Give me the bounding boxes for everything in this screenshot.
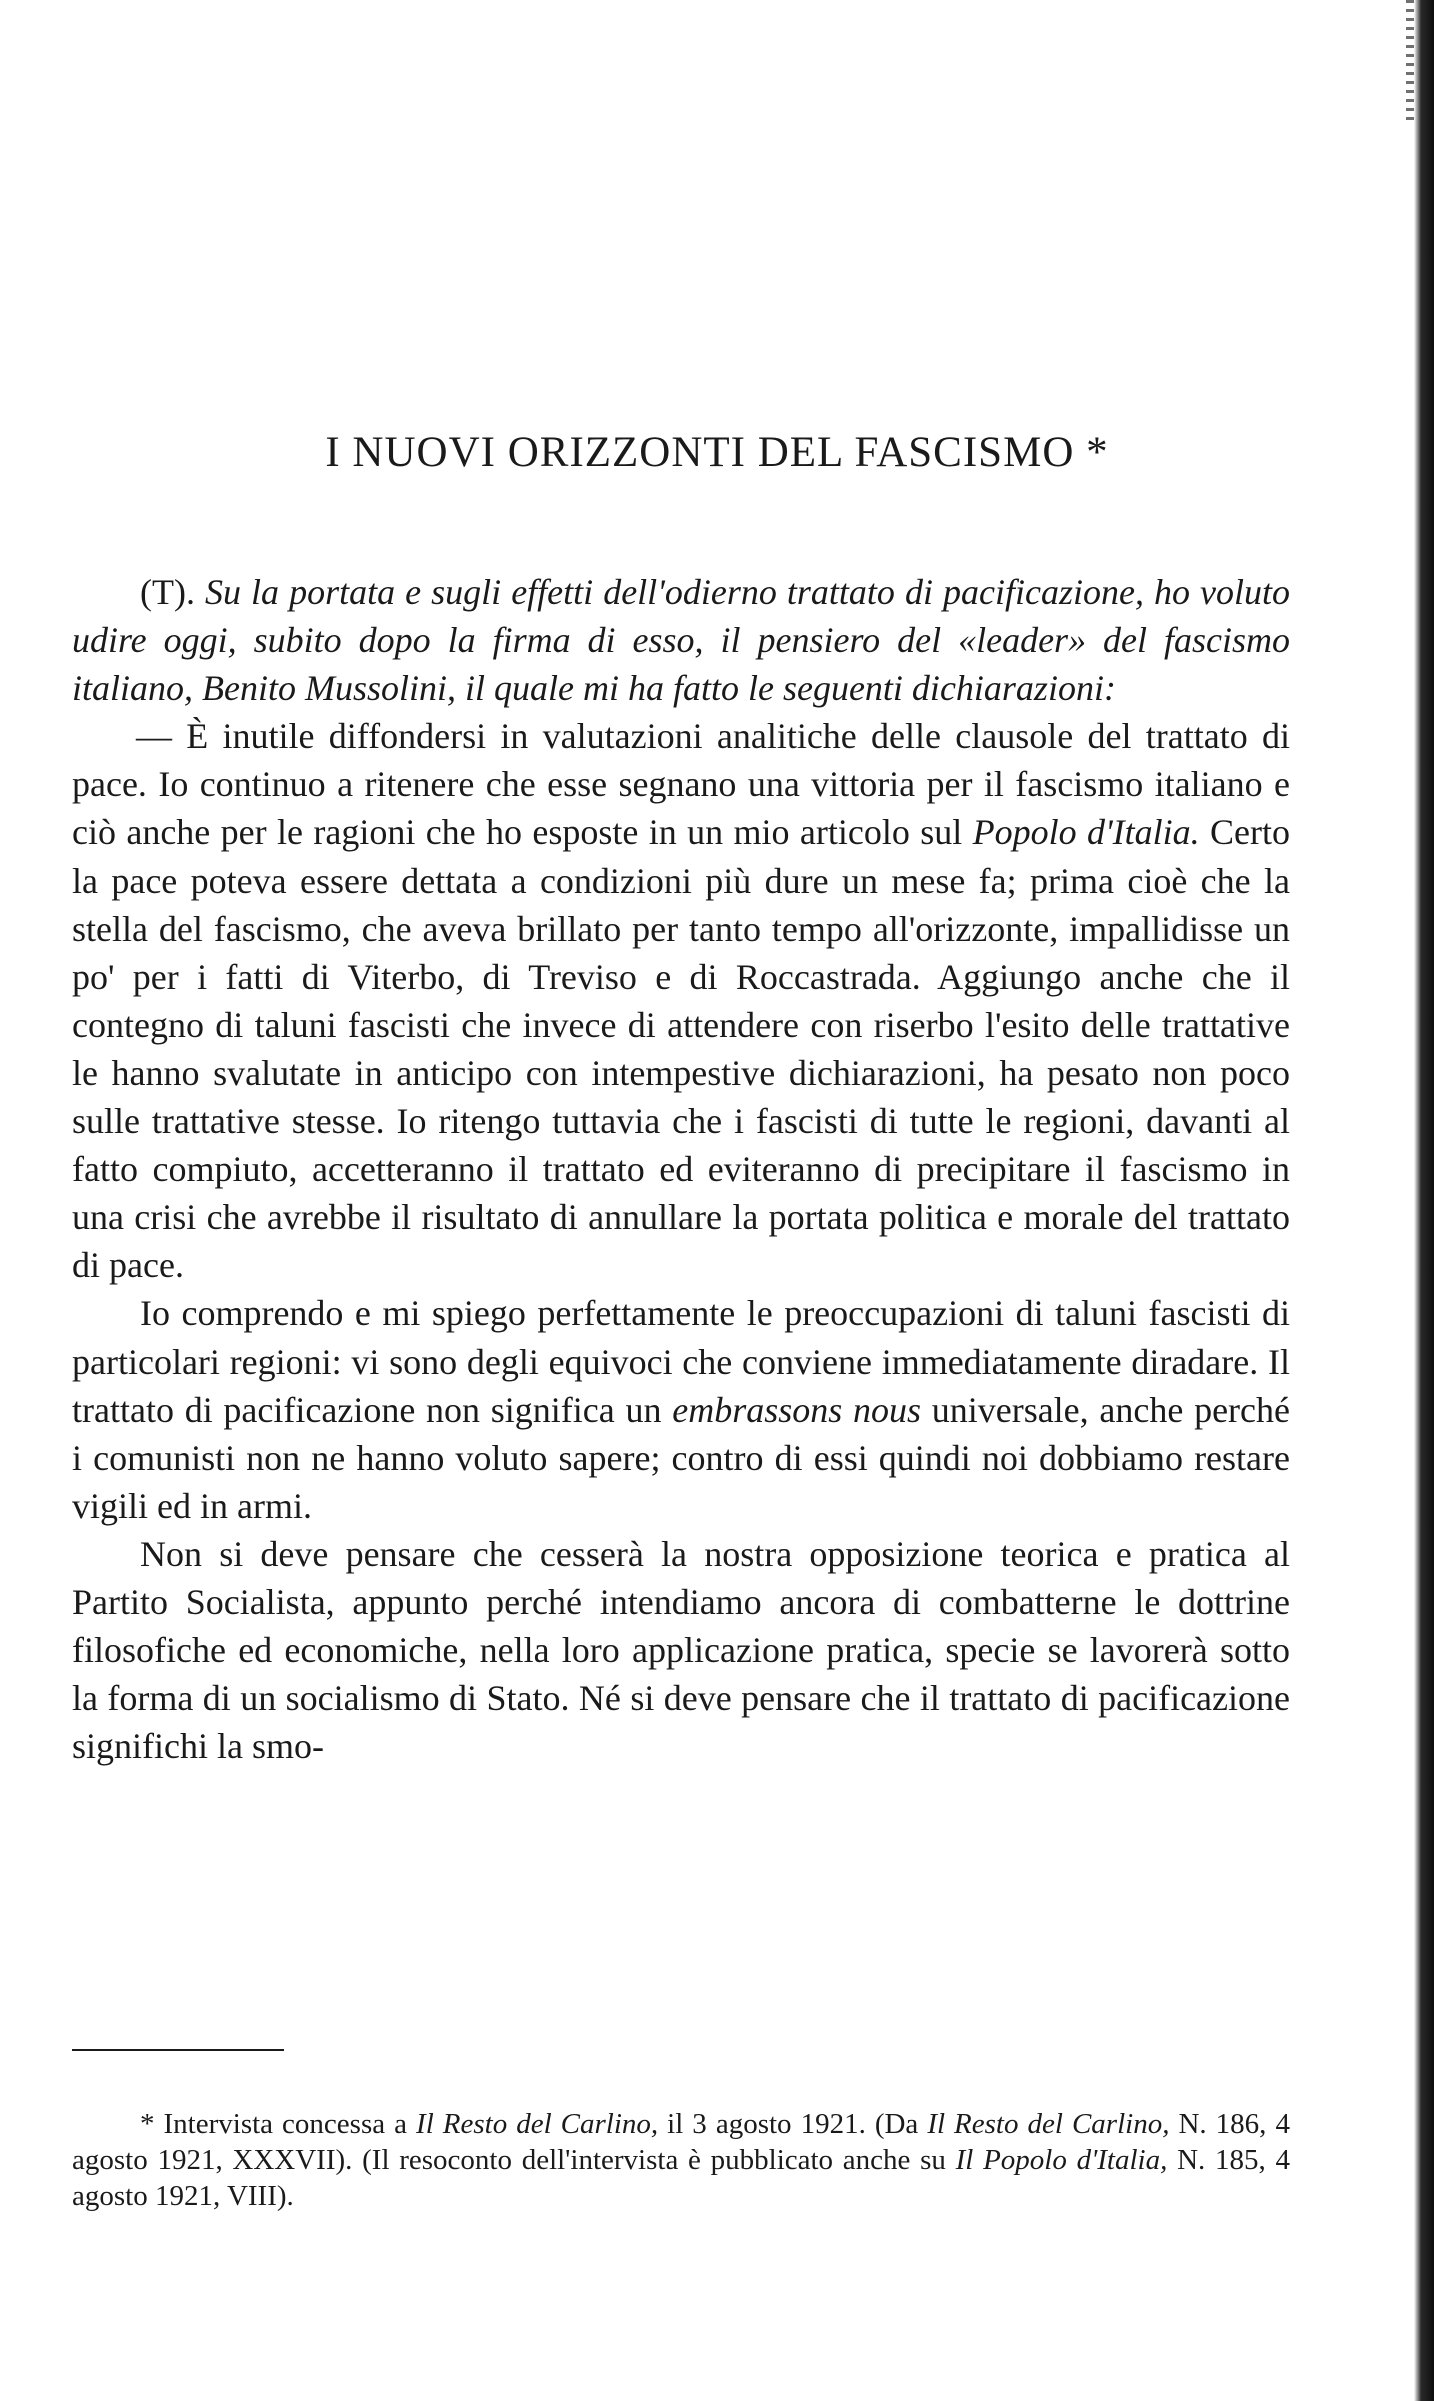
paragraph-2-b: universale, anche perché i comunisti non ne hanno voluto sapere; contro di essi quindi noi dobbiamo restare vigili ed in armi. (72, 1389, 1290, 1526)
scan-artifact (1406, 0, 1414, 120)
newspaper-title: Popolo d'Italia. (972, 812, 1200, 853)
footnote-paper-1: Il Resto del Carlino, (416, 2108, 659, 2140)
article-body (72, 568, 1290, 1770)
paragraph-1-b: Certo la pace poteva essere dettata a condizioni più dure un mese fa; prima cioè che la stella del fascismo, che aveva brillato per tanto tempo all'orizzonte, impallidisse un po' per i fatti di Viterbo, di Treviso e di Roccastrada. Aggiungo anche che il contegno di taluni fascisti che invece di attendere con riserbo l'esito delle trattative le hanno svalutate in anticipo con intempestive dichiarazioni, ha pesato non poco sulle trattative stesse. Io ritengo tuttavia che i fascisti di tutte le regioni, davanti al fatto compiuto, accetteranno il trattato ed eviteranno di precipitare il fascismo in una crisi che avrebbe il risultato di annullare la portata politica e morale del trattato di pace. (72, 812, 1290, 1286)
footnote-paper-2: Il Resto del Carlino, (927, 2108, 1170, 2140)
page-title: I NUOVI ORIZZONTI DEL FASCISMO * (325, 429, 1109, 476)
footnote-c: N. 186, 4 agosto 1921, XXXVII). (Il resoconto dell'intervista è pubblicato anche su (72, 2108, 1290, 2176)
paragraph-1 (72, 712, 1290, 1289)
paragraph-3: Non si deve pensare che cesserà la nostra opposizione teorica e pratica al Partito Socialista, appunto perché intendiamo ancora di combatterne le dottrine filosofiche ed economiche, nella loro applicazione pratica, specie se lavorerà sotto la forma di un socialismo di Stato. Né si deve pensare che il trattato di pacificazione significhi la smo- (72, 1533, 1290, 1767)
footnote-d: N. 185, 4 agosto 1921, VIII). (72, 2144, 1290, 2212)
paragraph-1-a: — È inutile diffondersi in valutazioni analitiche delle clausole del trattato di pace. Io continuo a ritenere che esse segnano una vittoria per il fascismo italiano e ciò anche per le ragioni che ho esposte in un mio articolo sul (72, 716, 1290, 853)
intro-italic-b: » del fascismo italiano, Benito Mussolini, il quale mi ha fatto le seguenti dichiarazioni: (72, 620, 1291, 709)
footnote-paper-3: Il Popolo d'Italia, (955, 2144, 1168, 2176)
intro-italic-a: Su la portata e sugli effetti dell'odierno trattato di pacificazione, ho voluto udire oggi, subito dopo la firma di esso, il pensiero del « (72, 572, 1291, 661)
footnote-text (72, 2106, 1290, 2214)
footnote-divider (72, 2049, 284, 2051)
intro-leader: leader (976, 620, 1069, 661)
paragraph-2 (72, 1289, 1290, 1529)
footnote-a: * Intervista concessa a (140, 2108, 417, 2140)
intro-paragraph (72, 568, 1290, 712)
footnote-b: il 3 agosto 1921. (Da (658, 2108, 928, 2140)
scanned-page-edge (1414, 0, 1434, 2401)
intro-prefix: (T). (140, 572, 206, 612)
footnote (72, 2106, 1290, 2214)
foreign-phrase: embrassons nous (672, 1389, 921, 1430)
paragraph-2-a: Io comprendo e mi spiego perfettamente le preoccupazioni di taluni fascisti di particolari regioni: vi sono degli equivoci che conviene immediatamente diradare. Il trattato di pacificazione non significa un (72, 1293, 1290, 1430)
